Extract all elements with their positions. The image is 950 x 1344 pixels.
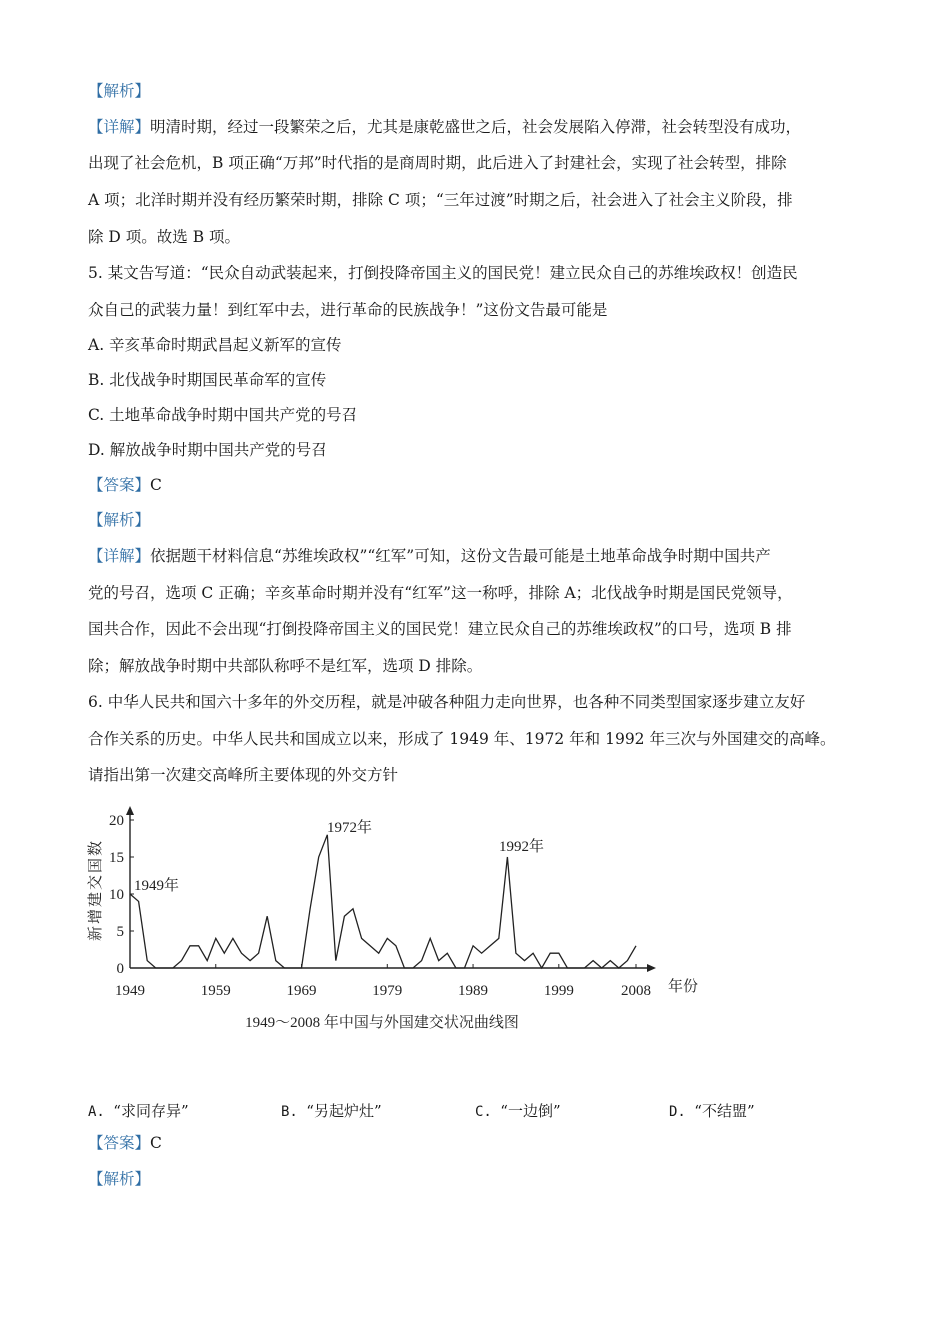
- answer-label: 【答案】C: [88, 1134, 162, 1152]
- y-tick-label: 20: [109, 813, 124, 829]
- line-text: D. 解放战争时期中国共产党的号召: [88, 441, 327, 459]
- text-line: [88, 117, 878, 137]
- text-line: [88, 227, 878, 247]
- x-tick-label: 1999: [543, 983, 574, 999]
- x-tick-label: 2008: [621, 983, 651, 999]
- x-axis-label: 年份: [668, 979, 699, 995]
- y-axis-arrow: [126, 806, 134, 815]
- option-a: A. “求同存异”: [88, 1102, 189, 1120]
- text-line: [88, 405, 878, 425]
- text-line: [88, 510, 878, 530]
- section-tag: 【解析】: [88, 82, 151, 100]
- section-tag: 【答案】: [88, 476, 151, 494]
- x-tick-label: 1969: [286, 983, 317, 999]
- line-text: 出现了社会危机，B 项正确“万邦”时代指的是商周时期，此后进入了封建社会，实现了社会转型，排除: [88, 154, 787, 172]
- line-text: 5. 某文告写道：“民众自动武装起来，打倒投降帝国主义的国民党！建立民众自己的苏维埃政权！创造民: [88, 264, 798, 282]
- line-text: 党的号召，选项 C 正确；辛亥革命时期并没有“红军”这一称呼，排除 A；北伐战争时期是国民党领导，: [88, 584, 793, 602]
- line-text: A 项；北洋时期并没有经历繁荣时期，排除 C 项；“三年过渡”时期之后，社会进入了社会主义阶段，排: [88, 191, 793, 209]
- section-tag: 【详解】: [88, 118, 151, 136]
- text-line: [88, 656, 878, 676]
- y-tick-label: 10: [109, 887, 124, 903]
- text-line: [88, 583, 878, 603]
- option-b: B. “另起炉灶”: [281, 1102, 382, 1120]
- section-tag: 【解析】: [88, 511, 151, 529]
- x-tick-label: 1989: [458, 983, 489, 999]
- x-tick-label: 1979: [372, 983, 403, 999]
- y-tick-label: 15: [109, 850, 124, 866]
- line-text: C: [150, 476, 162, 494]
- text-line: [88, 153, 878, 173]
- option-d: D. “不结盟”: [669, 1102, 755, 1120]
- x-axis-arrow: [647, 964, 656, 972]
- analysis-label: 【解析】: [88, 1170, 151, 1188]
- line-text: C. 土地革命战争时期中国共产党的号召: [88, 406, 358, 424]
- series-line: [130, 835, 636, 968]
- y-axis-label: 新增建交国数: [88, 838, 104, 942]
- line-text: B. 北伐战争时期国民革命军的宣传: [88, 371, 327, 389]
- line-text: 请指出第一次建交高峰所主要体现的外交方针: [88, 766, 399, 784]
- text-line: [88, 765, 878, 785]
- text-line: [88, 190, 878, 210]
- chart-title: 1949～2008 年中国与外国建交状况曲线图: [245, 1015, 519, 1031]
- x-tick-label: 1949: [115, 983, 145, 999]
- line-text: 依据题干材料信息“苏维埃政权”“红军”可知，这份文告最可能是土地革命战争时期中国共产: [150, 547, 771, 565]
- text-line: [88, 300, 878, 320]
- line-text: 国共合作，因此不会出现“打倒投降帝国主义的国民党！建立民众自己的苏维埃政权”的口号，选项 B 排: [88, 620, 792, 638]
- text-line: [88, 440, 878, 460]
- text-line: [88, 370, 878, 390]
- text-line: [88, 729, 878, 749]
- text-line: [88, 263, 878, 283]
- text-line: [88, 475, 878, 495]
- line-text: 除 D 项。故选 B 项。: [88, 228, 241, 246]
- peak-annotation: 1992年: [499, 839, 545, 855]
- option-c: C. “一边倒”: [475, 1102, 561, 1120]
- y-tick-label: 5: [116, 924, 124, 940]
- peak-annotation: 1972年: [327, 820, 373, 836]
- text-line: [88, 335, 878, 355]
- diplomacy-line-chart: [0, 790, 950, 1090]
- text-line: [88, 692, 878, 712]
- line-text: 众自己的武装力量！到红军中去，进行革命的民族战争！”这份文告最可能是: [88, 301, 608, 319]
- peak-annotation: 1949年: [134, 878, 180, 894]
- section-tag: 【详解】: [88, 547, 151, 565]
- x-tick-label: 1959: [200, 983, 231, 999]
- text-line: [88, 81, 878, 101]
- line-text: 6. 中华人民共和国六十多年的外交历程，就是冲破各种阻力走向世界，也各种不同类型国家逐步建立友好: [88, 693, 806, 711]
- text-line: [88, 619, 878, 639]
- text-line: [88, 546, 878, 566]
- line-text: A. 辛亥革命时期武昌起义新军的宣传: [88, 336, 342, 354]
- y-tick-label: 0: [116, 961, 124, 977]
- line-text: 合作关系的历史。中华人民共和国成立以来，形成了 1949 年、1972 年和 1992 年三次与外国建交的高峰。: [88, 730, 836, 748]
- line-text: 明清时期，经过一段繁荣之后，尤其是康乾盛世之后，社会发展陷入停滞，社会转型没有成功，: [150, 118, 802, 136]
- line-text: 除；解放战争时期中共部队称呼不是红军，选项 D 排除。: [88, 657, 483, 675]
